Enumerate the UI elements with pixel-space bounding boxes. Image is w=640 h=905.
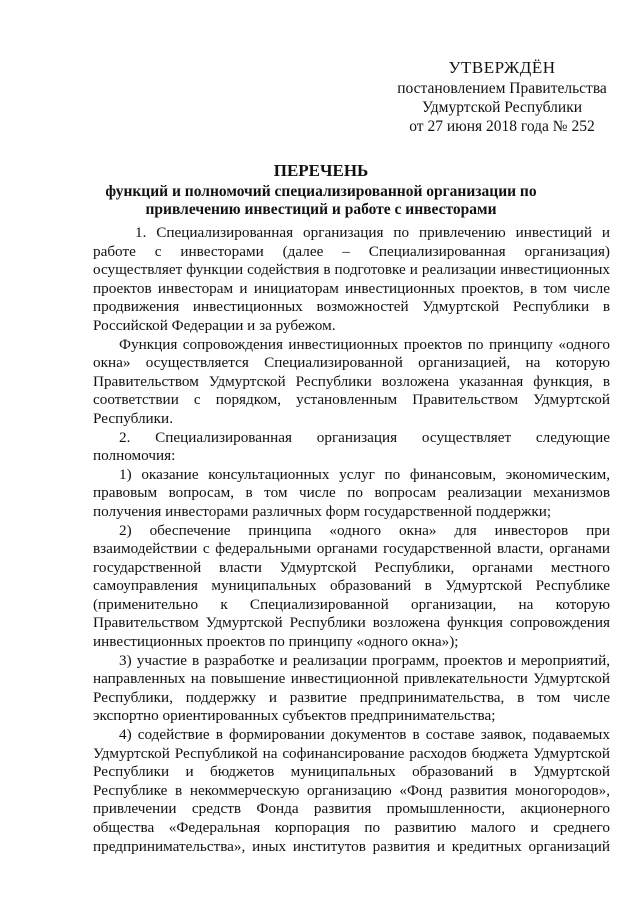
approval-line-2: Удмуртской Республики: [421, 99, 583, 116]
document-body: [93, 224, 610, 856]
paragraph-3: 2. Специализированная организация осуществляет следующие полномочия:: [93, 428, 610, 465]
paragraph-2: Функция сопровождения инвестиционных проектов по принципу «одного окна» осуществляется Специализированной организацией, на которую Правительством Удмуртской Республики возложена указанная функция, в соответствии с порядком, установленным Правительством Удмуртской Республики.: [93, 335, 610, 427]
approval-line-3: от 27 июня 2018 года № 252: [409, 118, 595, 135]
approval-title: УТВЕРЖДЁН: [448, 58, 556, 77]
paragraph-7: 4) содействие в формировании документов в составе заявок, подаваемых Удмуртской Республикой на софинансирование расходов бюджета Удмуртской Республики и бюджетов муниципальных образований в Удмуртской Республике в некоммерческую организацию «Фонд развития моногородов», привлечении средств Фонда развития промышленности, акционерного общества «Федеральная корпорация по развитию малого и среднего предпринимательства», иных институтов развития и кредитных организаций: [93, 726, 610, 855]
approval-block: [392, 58, 612, 136]
paragraph-6: 3) участие в разработке и реализации программ, проектов и мероприятий, направленных на повышение инвестиционной привлекательности Удмуртской Республики, поддержку и развитие предпринимательства, в том числе экспортно ориентированных субъектов предпринимательства;: [93, 651, 610, 725]
document-title: ПЕРЕЧЕНЬ: [273, 161, 369, 180]
document-heading: [96, 162, 546, 220]
paragraph-5: 2) обеспечение принципа «одного окна» для инвесторов при взаимодействии с федеральными органами государственной власти, органами государственной власти Удмуртской Республики, органами местного самоуправления муниципальных образований в Удмуртской Республике (применительно к Специализированной организации, на которую Правительством Удмуртской Республики возложена функция сопровождения инвестиционных проектов по принципу «одного окна»);: [93, 521, 610, 651]
paragraph-4: 1) оказание консультационных услуг по финансовым, экономическим, правовым вопросам, в том числе по вопросам реализации механизмов получения инвесторами различных форм государственной поддержки;: [93, 465, 610, 520]
approval-line-1: постановлением Правительства: [397, 80, 607, 97]
document-subtitle: функций и полномочий специализированной организации по привлечению инвестиций и работе с инвесторами: [105, 182, 537, 218]
paragraph-1: 1. Специализированная организация по привлечению инвестиций и работе с инвесторами (далее – Специализированная организация) осуществляет функции содействия в подготовке и реализации инвестиционных проектов инвесторам и инициаторам инвестиционных проектов, в том числе продвижения инвестиционных возможностей Удмуртской Республики в Российской Федерации и за рубежом.: [93, 224, 610, 334]
